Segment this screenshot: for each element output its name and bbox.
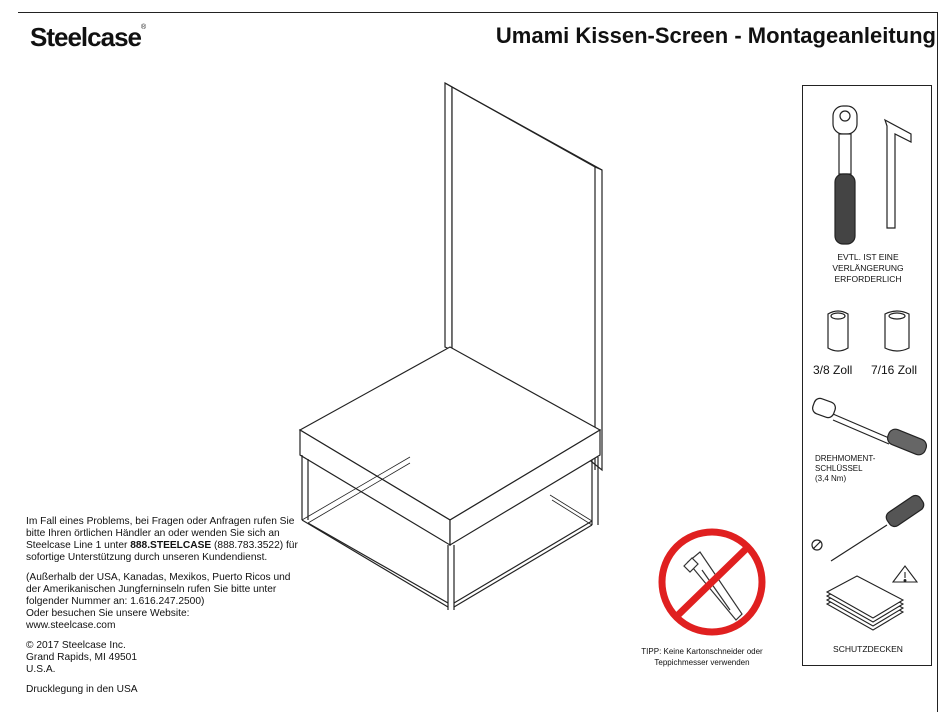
support-text-b: (888.783.3522) für sofortige Unterstützung durch unseren Kundendienst. <box>26 540 298 563</box>
address-paragraph <box>26 640 306 676</box>
extension-note-2: VERLÄNGERUNG <box>832 263 904 273</box>
address-country: U.S.A. <box>26 664 56 675</box>
website-intro: Oder besuchen Sie unsere Website: <box>26 608 190 619</box>
screen-seat-illustration <box>290 75 620 620</box>
socket-large-icon <box>881 308 913 354</box>
extension-note-1: EVTL. IST EINE <box>837 252 899 262</box>
no-cutter-icon <box>650 522 775 642</box>
tools-panel <box>802 85 932 666</box>
ratchet-icon <box>825 98 865 248</box>
extension-note-3: ERFORDERLICH <box>834 274 902 284</box>
copyright: © 2017 Steelcase Inc. <box>26 640 126 651</box>
torque-line-3: (3,4 Nm) <box>815 474 847 483</box>
support-text-a: Im Fall eines Problems, bei Fragen oder Anfragen rufen Sie bitte Ihren örtlichen Händler an oder wenden Sie sich an Steelcase Line 1 unter <box>26 516 295 551</box>
contact-info <box>26 516 306 704</box>
screen-panel-edge <box>445 83 452 350</box>
brand-name: Steelcase <box>30 22 141 52</box>
protective-pads-icon <box>821 564 921 642</box>
extension-note <box>803 252 933 285</box>
screwdriver-icon <box>807 491 931 571</box>
hex-key-icon <box>881 116 915 231</box>
socket-small-label: 3/8 Zoll <box>813 363 853 377</box>
tip-line-1: TIPP: Keine Kartonschneider oder <box>641 647 763 656</box>
print-note: Drucklegung in den USA <box>26 684 138 695</box>
protective-pads-label: SCHUTZDECKEN <box>833 644 903 654</box>
registered-mark: ® <box>140 24 146 31</box>
torque-line-1: DREHMOMENT- <box>815 454 876 463</box>
frame-top-line <box>18 12 938 13</box>
support-paragraph <box>26 516 306 564</box>
tip-line-2: Teppichmesser verwenden <box>654 658 750 667</box>
steelcase-logo <box>30 22 145 53</box>
page-title: Umami Kissen-Screen - Montageanleitung <box>495 23 936 48</box>
socket-large-label: 7/16 Zoll <box>871 363 918 377</box>
tip-text <box>612 646 792 668</box>
torque-line-2: SCHLÜSSEL <box>815 464 863 473</box>
international-paragraph <box>26 572 306 632</box>
socket-small-icon <box>823 308 853 354</box>
frame-right-line <box>937 12 938 712</box>
torque-wrench-label <box>815 454 875 484</box>
address-city: Grand Rapids, MI 49501 <box>26 652 137 663</box>
support-phone: 888.STEELCASE <box>130 540 212 551</box>
website-url[interactable]: www.steelcase.com <box>26 620 116 631</box>
international-text: (Außerhalb der USA, Kanadas, Mexikos, Puerto Ricos und der Amerikanischen Jungferninseln rufen Sie bitte unter folgender Nummer an: 1.616.247.2500) <box>26 572 291 607</box>
